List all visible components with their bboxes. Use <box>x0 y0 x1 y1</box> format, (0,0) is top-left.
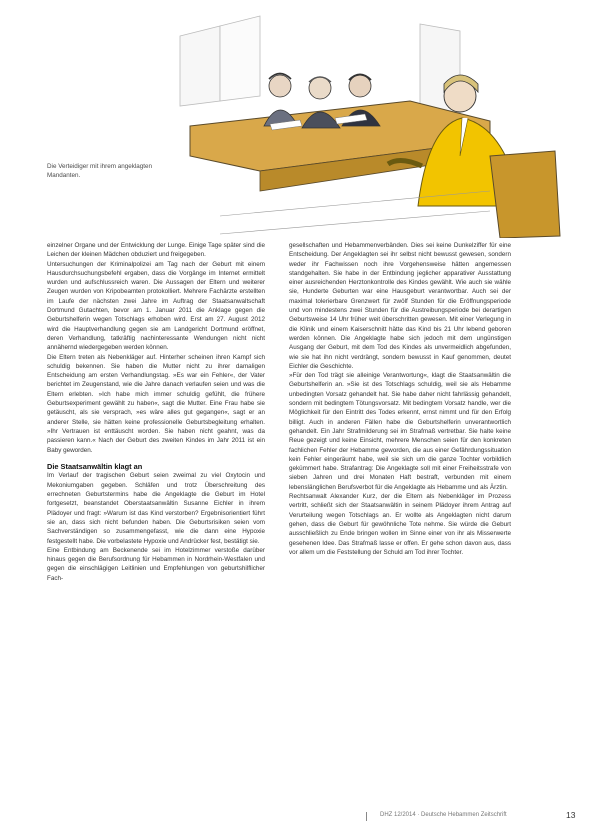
article-column-right <box>289 241 511 557</box>
footer-publication: DHZ 12/2014 · Deutsche Hebammen Zeitschrift <box>380 812 507 818</box>
paragraph: Im Verlauf der tragischen Geburt seien zweimal zu viel Oxytocin und Mekoniumgaben gegeben. Schläfen und trotz Überschreitung des errechneten Geburtstermins habe die Angeklagte die Geburt im Hotel fortgesetzt, beanstandet Oberstaatsanwältin Susanne Eichler in ihrem Plädoyer und fragt: »Warum ist das Kind verstorben? Ergebnisorientiert führt sie an, dass sich nicht befunden haben. Die Geburtsrisiken seien vom Sachverständigen so zusammengefasst, wie die dann eine Hypoxie festgestellt habe. Die vorbelastete Hypoxie und Andrücker fest, bestätigt sie. <box>47 472 265 545</box>
section-heading: Die Staatsanwältin klagt an <box>47 461 143 471</box>
paragraph: einzelner Organe und der Entwicklung der Lunge. Einige Tage später sind die Leichen der kleinen Mädchen obduziert und freigegeben. <box>47 242 265 259</box>
paragraph: Eine Entbindung am Beckenende sei im Hotelzimmer verstoße darüber hinaus gegen die Berufsordnung für Hebammen in Nordrhein-Westfalen und gegen die einschlägigen Leitlinien und Empfehlungen von geburtshilflicher Fach- <box>47 546 265 582</box>
article-column-left <box>47 241 265 583</box>
paragraph: gesellschaften und Hebammenverbänden. Dies sei keine Dunkelziffer für eine Entscheidung. Der Angeklagten sei ihr selbst nicht bewusst gewesen, sondern weder ihr Fachwissen noch ihre Vorgehensweise hätten angemessen standgehalten. Sie habe in der Entbindung jeglicher apparativer Ausstattung einer ausreichenden Herztonkontrolle des Kindes gewählt. Wie auch sie wähle sie, Hunderte Geburten war eine Hausgeburt verantwortbar. Auch sei der maximal tolerierbare Grenzwert für zwölf Stunden für die Eröffnungsperiode und von mindestens zwei Stunden für die Austreibungsperiode bei derartigen Geburtsweise 14 Uhr früher weit überschritten gewesen. Mit einer Verlegung in die Klinik und einem Kaiserschnitt hätte das Kind bis 21 Uhr lebend geboren werden können. Die Angeklagte habe sich jedoch mit dem ungünstigen Ausgang der Geburt, mit dem Tod des Kindes als unvermeidlich abgefunden, wie sie hat ihn nicht verdrängt, sondern bewusst in Kauf genommen, deutet Eichler die Geschichte. <box>289 242 511 370</box>
page-number: 13 <box>566 810 576 820</box>
figure-lawyer-1 <box>264 74 298 127</box>
paragraph: Untersuchungen der Kriminalpolizei am Tag nach der Geburt mit einem Hausdurchsuchungsbefehl ergaben, dass die Vorgänge im Internet ermittelt wurden und aufschlussreich waren. Die Aussagen der Eltern und weiterer Zeugen wurden von Kripobeamten protokolliert. Mehrere Fachärzte erstellten im Laufe der nächsten zwei Jahre im Auftrag der Staatsanwaltschaft Dortmund Gutachten, bevor am 1. Januar 2011 die Anklage gegen die Geburtshelferin wegen Totschlags erhoben wird. Erst am 27. August 2012 wird die Hauptverhandlung gegen sie am Landgericht Dortmund eröffnet, deren Verhandlung, tatkräftig nachinteressante Wendungen nicht nicht annähernd wiedergegeben werden können. <box>47 260 265 352</box>
paragraph: Die Eltern treten als Nebenkläger auf. Hinterher scheinen ihren Kampf sich schuldig bekennen. Sie haben die Mutter nicht zu ihrer damaligen Entscheidung am ersten Verhandlungstag. »Es war ein Fehler«, der Vater berichtet im Zeugenstand, wie die Jahre danach verlaufen seien und was die Eltern erlebten. »Ich habe mich immer schuldig gefühlt, die frühere Geburtsexperiment gewählt zu haben«, sagt die Mutter. Eine Frau habe sie getäuscht, als sie versprach, »es wäre alles gut gegangen«, sagt er an anderer Stelle, sie hätten keine professionelle Geburtsbegleitung erhalten. »Ihr Vertrauen ist enttäuscht worden. Sie haben nicht geahnt, was da passieren kann.« Nach der Geburt des zweiten Kindes im Jahr 2011 ist ein Baby geworden. <box>47 353 265 454</box>
figure-lawyer-2 <box>302 77 340 128</box>
courtroom-sketch-svg <box>160 6 600 238</box>
courtroom-illustration <box>160 6 600 238</box>
page-footer <box>360 809 590 823</box>
paragraph: »Für den Tod trägt sie alleinige Verantwortung«, klagt die Staatsanwältin die Geburtshelferin an. »Sie ist des Totschlags schuldig, weil sie als Hebamme unbedingten Vorsatz gehandelt hat. Sie habe daher nicht fahrlässig gehandelt, sondern mit bedingtem Tötungsvorsatz. Mit bedingtem Vorsatz handle, wer die Möglichkeit für den Eintritt des Todes erkennt, ernst nimmt und für den Erfolg billigt. Auch in anderen Fällen habe die Geburtshelferin unverantwortlich gehandelt. Ein Jahr Strafmilderung sei im Strafmaß vertretbar. Sie halte keine Reue gezeigt und keine Einsicht, mehrere Menschen seien für den konkreten fachlichen Fehler der Hebamme geworden, die aus einer Gefährdungssituation kein Fehler eingeräumt habe, weil sie sich um die ganze Tochter vorbildlich gekümmert habe. Strafantrag: Die Angeklagte soll mit einer Freiheitsstrafe von sieben Jahren und drei Monaten Haft bestraft, verbunden mit einem lebenslänglichen Berufsverbot für die Angeklagte als Hebamme und als Ärztin. <box>289 372 511 491</box>
illustration-caption: Die Verteidiger mit ihrem angeklagten Mandanten. <box>47 163 153 179</box>
footer-divider <box>366 812 367 821</box>
paragraph: Rechtsanwalt Alexander Kurz, der die Eltern als Nebenkläger im Prozess vertritt, schließt sich der Staatsanwältin in seinem Plädoyer ihrem Antrag auf Verurteilung wegen Totschlags an. Er wollte als Angeklagten nicht darum gehen, dass die Geburt für gewöhnliche Tote nehme. Sie würde die Geburt ausschließlich zu Ende bringen wollen im Sinne einer von ihr als Misserwerte gesehenen Idee. Das Strafmaß lasse er offen. Er gehe schon davon aus, dass vor allem um die Feststellung der Schuld am Tod ihrer Tochter. <box>289 493 511 556</box>
